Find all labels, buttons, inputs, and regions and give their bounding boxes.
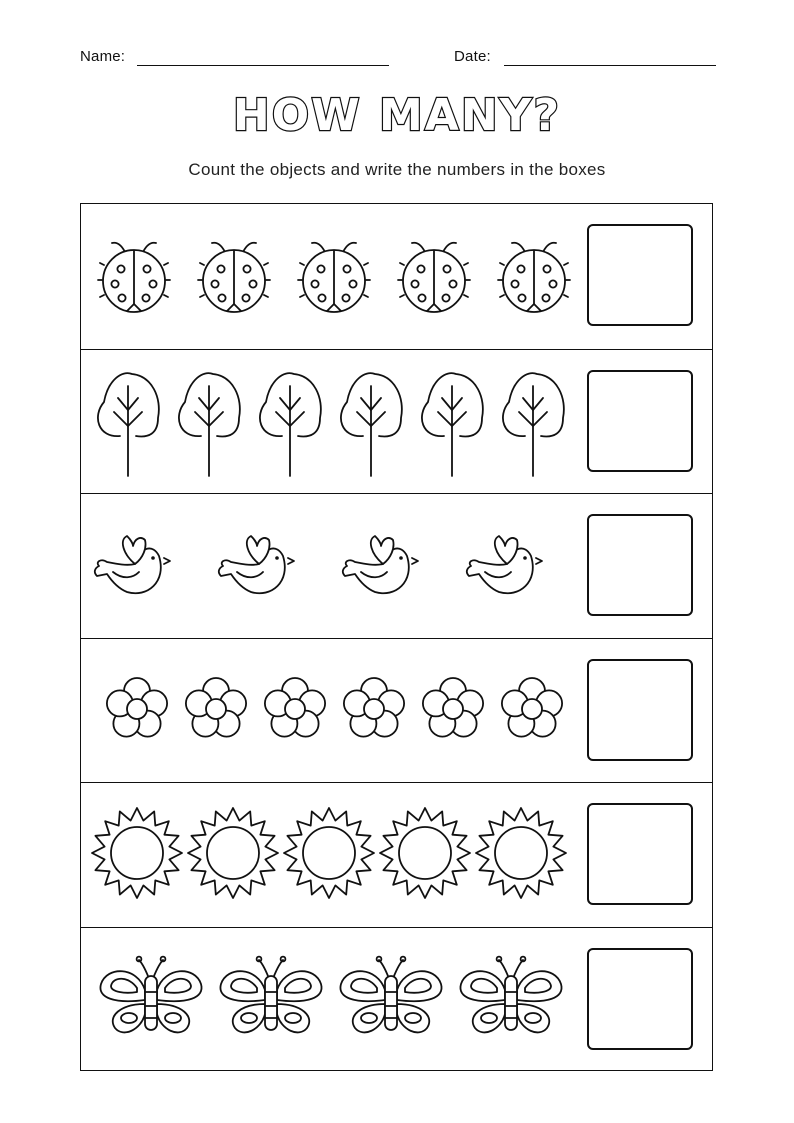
name-input-line[interactable] xyxy=(137,65,389,66)
instructions: Count the objects and write the numbers in the boxes xyxy=(188,160,606,179)
tree-icon xyxy=(341,373,402,476)
flower-icon xyxy=(186,678,246,737)
answer-box[interactable] xyxy=(587,370,693,472)
bird-icon xyxy=(343,536,418,593)
counting-objects xyxy=(81,494,581,639)
answer-box[interactable] xyxy=(587,224,693,326)
counting-objects xyxy=(81,350,581,495)
tree-icon xyxy=(503,373,564,476)
answer-box[interactable] xyxy=(587,803,693,905)
counting-row xyxy=(81,638,712,783)
sun-icon xyxy=(284,808,374,898)
sun-icon xyxy=(380,808,470,898)
tree-icon xyxy=(179,373,240,476)
answer-box[interactable] xyxy=(587,948,693,1050)
counting-objects xyxy=(81,783,581,928)
counting-row xyxy=(81,204,712,349)
tree-icon xyxy=(260,373,321,476)
tree-icon xyxy=(422,373,483,476)
ladybug-icon xyxy=(498,243,570,312)
butterfly-icon xyxy=(460,957,561,1033)
flower-icon xyxy=(344,678,404,737)
name-label: Name: xyxy=(80,48,126,65)
ladybug-icon xyxy=(198,243,270,312)
counting-row xyxy=(81,782,712,927)
ladybug-icon xyxy=(398,243,470,312)
counting-objects xyxy=(81,639,581,784)
date-label: Date: xyxy=(454,48,491,65)
flower-icon xyxy=(423,678,483,737)
title-text: HOW MANY? xyxy=(232,90,562,141)
sun-icon xyxy=(188,808,278,898)
bird-icon xyxy=(219,536,294,593)
butterfly-icon xyxy=(340,957,441,1033)
counting-grid xyxy=(80,203,713,1071)
answer-box[interactable] xyxy=(587,514,693,616)
ladybug-icon xyxy=(298,243,370,312)
page-title xyxy=(0,86,794,146)
counting-row xyxy=(81,927,712,1072)
butterfly-icon xyxy=(100,957,201,1033)
answer-box[interactable] xyxy=(587,659,693,761)
flower-icon xyxy=(502,678,562,737)
butterfly-icon xyxy=(220,957,321,1033)
date-input-line[interactable] xyxy=(504,65,716,66)
bird-icon xyxy=(467,536,542,593)
counting-objects xyxy=(81,928,581,1073)
counting-row xyxy=(81,349,712,494)
counting-row xyxy=(81,493,712,638)
bird-icon xyxy=(95,536,170,593)
tree-icon xyxy=(98,373,159,476)
flower-icon xyxy=(265,678,325,737)
ladybug-icon xyxy=(98,243,170,312)
sun-icon xyxy=(476,808,566,898)
counting-objects xyxy=(81,204,581,349)
flower-icon xyxy=(107,678,167,737)
sun-icon xyxy=(92,808,182,898)
